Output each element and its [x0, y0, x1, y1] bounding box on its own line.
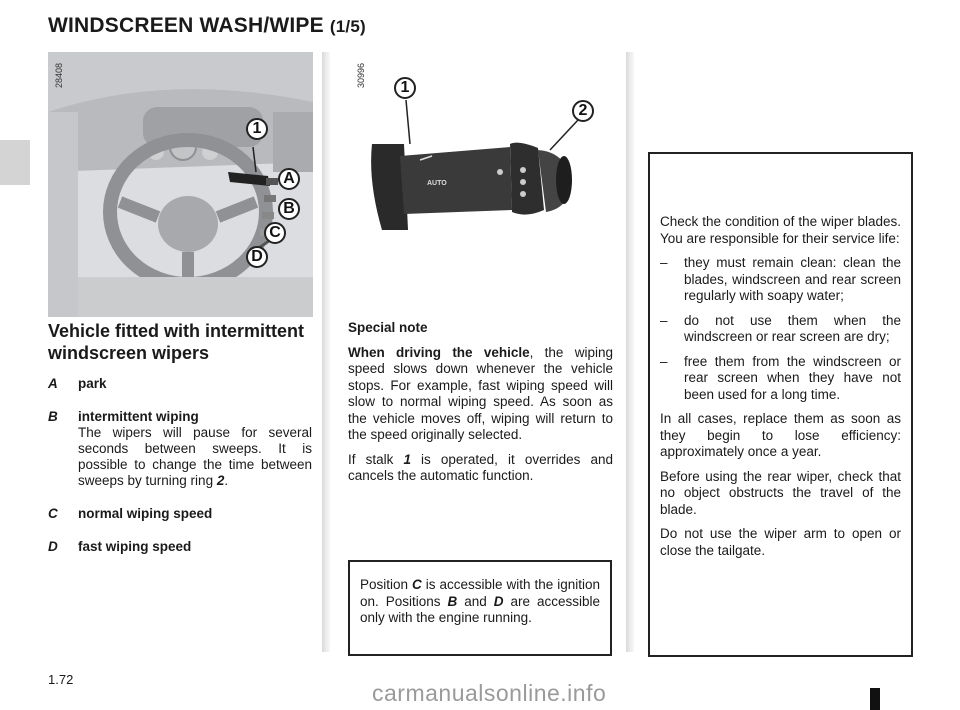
- list-item: [48, 506, 312, 522]
- wiper-care-box: [648, 152, 913, 657]
- special-note: [348, 320, 613, 493]
- position-description: The wipers will pause for several seconds between sweeps. It is possible to change the time between sweeps by turning ring 2.: [78, 425, 312, 488]
- list-item: [48, 376, 312, 392]
- page-title-text: WINDSCREEN WASH/WIPE: [48, 14, 324, 37]
- position-label: normal wiping speed: [78, 506, 213, 521]
- note-paragraph-1: When driving the vehicle, the wiping speed slows down whenever the vehicle stops. For example, fast wiping speed will slow to normal wiping speed. As soon as the vehicle moves off, wiping will return to the speed originally selected.: [348, 344, 614, 442]
- care-paragraph-3: Do not use the wiper arm to open or close the tailgate.: [660, 526, 901, 558]
- note-title: Special note: [348, 320, 428, 335]
- page-number: 1.72: [48, 672, 74, 687]
- watermark: carmanualsonline.info: [372, 680, 607, 706]
- page-title-part: (1/5): [329, 17, 366, 36]
- column-divider-right: [626, 52, 634, 652]
- stalk-auto-marking: AUTO: [427, 180, 447, 187]
- position-letter: A: [48, 376, 58, 391]
- figure-ref-code-left: 28408: [54, 62, 64, 88]
- position-letter: C: [48, 506, 58, 521]
- wiper-stalk-illustration: [340, 52, 620, 317]
- dashboard-drawing: [48, 52, 313, 317]
- section-heading: Vehicle fitted with intermittent windscreen wipers: [48, 321, 305, 363]
- list-item: – do not use them when the windscreen or rear screen are dry;: [660, 312, 901, 344]
- callout-d: D: [246, 246, 268, 268]
- callout-c: C: [264, 222, 286, 244]
- position-label: intermittent wiping: [78, 409, 199, 424]
- callout-2: 2: [572, 100, 594, 122]
- position-list: [48, 376, 312, 572]
- care-paragraph-1: In all cases, replace them as soon as they begin to lose efficiency: approximately once a year.: [660, 411, 901, 459]
- position-label: park: [78, 376, 107, 391]
- callout-1-left: 1: [246, 118, 268, 140]
- position-label: fast wiping speed: [78, 539, 192, 554]
- list-item: [48, 409, 312, 489]
- position-access-note-box: Position C is accessible with the ignition on. Positions B and D are accessible only with the engine running.: [348, 560, 612, 656]
- list-item: – they must remain clean: clean the blades, windscreen and rear screen regularly with soapy water;: [660, 255, 901, 303]
- callout-1-right: 1: [394, 77, 416, 99]
- care-intro: Check the condition of the wiper blades. You are responsible for their service life:: [660, 214, 901, 246]
- figure-ref-code-right: 30996: [356, 62, 366, 88]
- page-title: [48, 14, 366, 38]
- dashboard-illustration: [48, 52, 313, 317]
- wiper-stalk-drawing: [340, 52, 620, 317]
- column-divider-left: [322, 52, 330, 652]
- position-letter: B: [48, 409, 58, 424]
- note-paragraph-2: If stalk 1 is operated, it overrides and cancels the automatic function.: [348, 451, 613, 483]
- corner-mark: [870, 688, 880, 710]
- callout-b: B: [278, 198, 300, 220]
- chapter-tab: [0, 140, 30, 185]
- list-item: – free them from the windscreen or rear screen when they have not been used for a long time.: [660, 353, 901, 402]
- care-paragraph-2: Before using the rear wiper, check that no object obstructs the travel of the blade.: [660, 468, 901, 517]
- callout-a: A: [278, 168, 300, 190]
- list-item: [48, 539, 312, 555]
- position-letter: D: [48, 539, 58, 554]
